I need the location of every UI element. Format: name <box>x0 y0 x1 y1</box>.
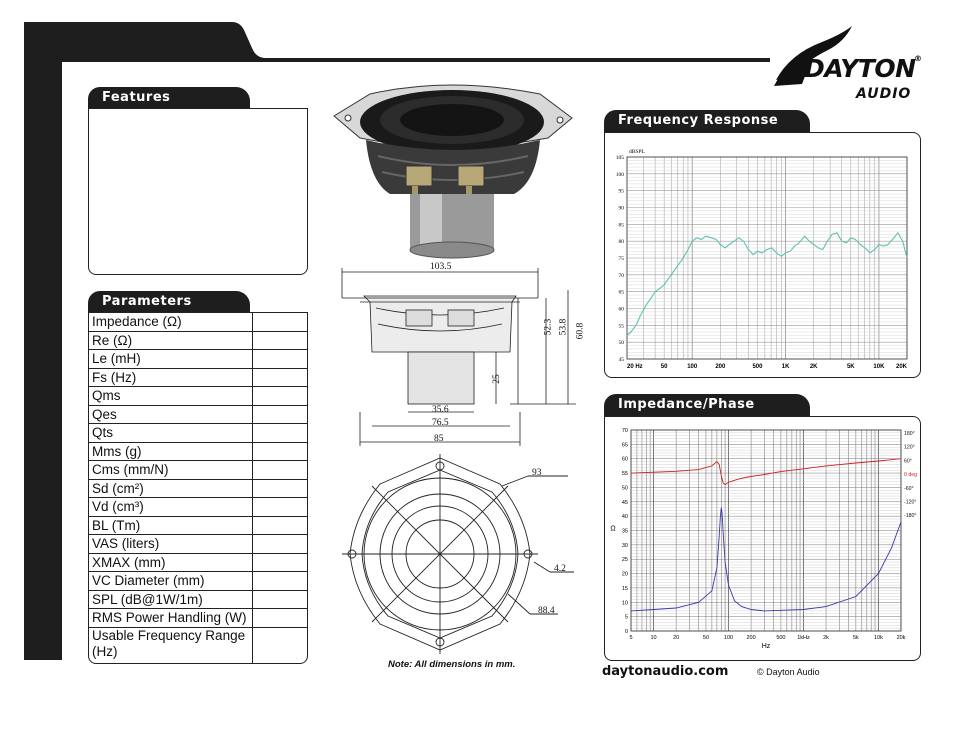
parameter-row <box>89 480 307 499</box>
parameter-row <box>89 332 307 351</box>
parameter-value <box>253 517 307 535</box>
dimension-label: 103.5 <box>430 262 452 272</box>
parameter-row <box>89 609 307 628</box>
parameter-row <box>89 387 307 406</box>
y2-tick-label: 120° <box>904 444 915 451</box>
grid <box>631 430 901 631</box>
frequency-response-heading: Frequency Response <box>604 110 796 132</box>
y-tick-label: 70 <box>621 428 628 434</box>
y-tick-label: 10 <box>621 600 628 607</box>
x-tick-label: 20 Hz <box>627 364 643 370</box>
y2-tick-label: -60° <box>904 485 914 492</box>
x-tick-label: 5 <box>629 635 633 641</box>
dimension-label: 93 <box>532 468 542 478</box>
x-tick-label: 500 <box>776 635 786 641</box>
dimension-label: 76.5 <box>432 418 449 428</box>
impedance-phase-chart <box>605 417 919 659</box>
y-tick-label: 0 <box>624 629 628 635</box>
y-tick-label: 80 <box>618 239 624 246</box>
y-tick-label: 40 <box>621 514 628 521</box>
x-tick-label: 10 <box>650 635 657 641</box>
parameter-label: Sd (cm²) <box>89 480 253 498</box>
features-heading: Features <box>88 87 236 109</box>
dimension-label: 52.3 <box>543 318 554 336</box>
parameter-label: Qes <box>89 406 253 424</box>
y-tick-label: 75 <box>618 256 624 262</box>
parameter-row <box>89 424 307 443</box>
parameter-label: Re (Ω) <box>89 332 253 350</box>
logo-registered: ® <box>914 54 922 63</box>
frequency-response-chart <box>605 133 919 376</box>
parameter-row <box>89 572 307 591</box>
parameter-label: Cms (mm/N) <box>89 461 253 479</box>
y-tick-label: 50 <box>621 485 628 492</box>
parameter-value <box>253 406 307 424</box>
y2-tick-label: -180° <box>904 513 917 520</box>
footer-url[interactable]: daytonaudio.com <box>602 664 729 679</box>
parameter-row <box>89 517 307 536</box>
dimension-label: 35.6 <box>432 405 449 415</box>
impedance-phase-heading: Impedance/Phase <box>604 394 796 416</box>
y-tick-label: 95 <box>618 188 624 195</box>
parameter-label: Vd (cm³) <box>89 498 253 516</box>
y-tick-label: 45 <box>621 499 628 506</box>
parameter-value <box>253 628 307 663</box>
x-tick-label: 1kHz <box>797 635 810 641</box>
parameter-label: Mms (g) <box>89 443 253 461</box>
y-tick-label: 55 <box>621 471 628 478</box>
parameter-value <box>253 535 307 553</box>
dayton-audio-logo <box>770 24 940 110</box>
y2-tick-label: 180° <box>904 431 915 437</box>
parameter-label: Le (mH) <box>89 350 253 368</box>
speaker-photo <box>330 82 576 262</box>
parameter-value <box>253 332 307 350</box>
x-tick-label: 20 <box>673 635 680 641</box>
x-tick-label: 200 <box>715 364 726 370</box>
dimension-label: 85 <box>434 434 444 444</box>
parameter-value <box>253 350 307 368</box>
y-tick-label: 70 <box>618 272 624 279</box>
parameter-row <box>89 406 307 425</box>
dimension-label: 4.2 <box>554 564 566 574</box>
parameter-row <box>89 313 307 332</box>
x-tick-label: 10k <box>873 635 883 641</box>
frequency-response-line <box>627 233 907 336</box>
parameter-value <box>253 424 307 442</box>
parameter-label: SPL (dB@1W/1m) <box>89 591 253 609</box>
parameter-value <box>253 480 307 498</box>
parameter-label: Qms <box>89 387 253 405</box>
x-tick-label: 2k <box>823 635 829 641</box>
x-tick-label: 50 <box>702 635 710 641</box>
x-tick-label: 50 <box>660 364 668 370</box>
x-tick-label: 20K <box>895 364 907 370</box>
parameter-row <box>89 554 307 573</box>
y2-tick-label: -120° <box>904 499 917 506</box>
frequency-response-box <box>604 132 921 378</box>
y-axis-label: dBSPL <box>629 149 645 155</box>
x-tick-label: 5K <box>846 364 855 370</box>
grid <box>627 157 907 359</box>
y-tick-label: 20 <box>621 571 628 578</box>
y-tick-label: 5 <box>624 614 628 621</box>
parameter-label: Impedance (Ω) <box>89 313 253 331</box>
y-tick-label: 90 <box>618 205 624 212</box>
parameter-value <box>253 572 307 590</box>
parameter-row <box>89 443 307 462</box>
side-dimension-labels <box>336 262 586 448</box>
logo-brand: DAYTON <box>804 54 916 83</box>
x-tick-label: 100 <box>687 364 698 370</box>
parameter-label: BL (Tm) <box>89 517 253 535</box>
x-tick-label: 10K <box>873 364 885 370</box>
features-box <box>88 108 308 275</box>
phase-line <box>631 459 901 485</box>
parameter-row <box>89 591 307 610</box>
parameter-row <box>89 628 307 663</box>
parameter-label: Qts <box>89 424 253 442</box>
y-tick-label: 50 <box>618 340 624 347</box>
y-tick-label: 30 <box>621 542 628 549</box>
y-tick-label: 60 <box>618 306 624 313</box>
parameter-label: Usable Frequency Range (Hz) <box>89 628 253 663</box>
parameter-label: VC Diameter (mm) <box>89 572 253 590</box>
y2-tick-label: 0 deg <box>904 472 917 479</box>
parameter-value <box>253 313 307 331</box>
dimension-label: 25 <box>491 374 502 384</box>
y-tick-label: 25 <box>621 557 628 564</box>
x-tick-label: 2K <box>809 364 818 370</box>
y-tick-label: 85 <box>618 222 624 229</box>
y-tick-label: 45 <box>618 357 624 363</box>
footer-copyright: © Dayton Audio <box>757 667 820 677</box>
dimension-label: 88.4 <box>538 606 555 616</box>
parameter-row <box>89 498 307 517</box>
impedance-phase-box <box>604 416 921 661</box>
y-tick-label: 65 <box>618 289 624 296</box>
x-axis-label: Hz <box>761 643 771 650</box>
parameter-label: VAS (liters) <box>89 535 253 553</box>
y-tick-label: 15 <box>621 585 628 592</box>
parameters-heading: Parameters <box>88 291 236 313</box>
x-tick-label: 20k <box>896 635 906 641</box>
y-tick-label: 65 <box>621 442 628 449</box>
parameters-table <box>88 312 308 664</box>
parameter-row <box>89 350 307 369</box>
parameter-value <box>253 461 307 479</box>
parameter-row <box>89 461 307 480</box>
parameter-row <box>89 369 307 388</box>
y-axis-label: Ω <box>610 525 616 533</box>
parameter-value <box>253 443 307 461</box>
side-spine <box>24 200 62 660</box>
x-tick-label: 1K <box>781 364 790 370</box>
y-tick-label: 60 <box>621 456 628 463</box>
parameter-value <box>253 591 307 609</box>
y-tick-label: 35 <box>621 528 628 535</box>
parameter-value <box>253 609 307 627</box>
parameter-row <box>89 535 307 554</box>
x-tick-label: 5k <box>852 635 859 641</box>
x-tick-label: 100 <box>723 635 734 641</box>
parameter-label: XMAX (mm) <box>89 554 253 572</box>
dimension-label: 60.8 <box>575 322 586 340</box>
parameter-label: Fs (Hz) <box>89 369 253 387</box>
logo-sub: AUDIO <box>856 86 912 102</box>
x-tick-label: 500 <box>752 364 763 370</box>
parameter-value <box>253 498 307 516</box>
y-tick-label: 100 <box>615 171 624 178</box>
parameter-value <box>253 554 307 572</box>
dimension-label: 53.8 <box>558 318 569 336</box>
parameter-value <box>253 387 307 405</box>
x-tick-label: 200 <box>746 635 756 641</box>
dimension-note: Note: All dimensions in mm. <box>388 659 516 670</box>
y-tick-label: 105 <box>615 155 624 161</box>
parameter-value <box>253 369 307 387</box>
parameter-label: RMS Power Handling (W) <box>89 609 253 627</box>
front-dimension-labels <box>342 454 582 654</box>
y-tick-label: 55 <box>618 323 624 330</box>
y2-tick-label: 60° <box>904 458 912 465</box>
